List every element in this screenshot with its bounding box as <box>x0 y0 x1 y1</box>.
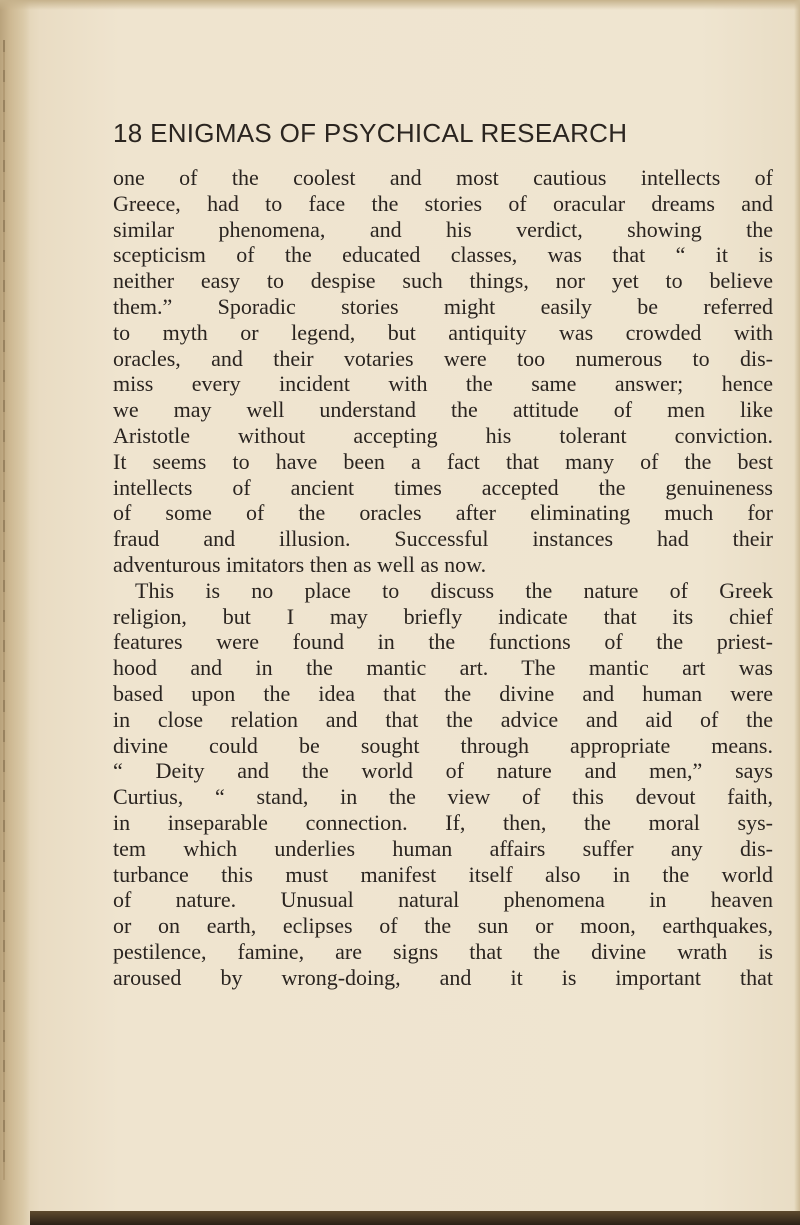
text-line: fraud and illusion. Successful instances had their <box>113 526 773 552</box>
text-line: of some of the oracles after eliminating much for <box>113 500 773 526</box>
page-number: 18 <box>113 118 143 148</box>
text-line: to myth or legend, but antiquity was crowded with <box>113 319 773 345</box>
text-line: scepticism of the educated classes, was that “ it is <box>113 242 773 268</box>
text-line: This is no place to discuss the nature of Greek <box>135 577 773 603</box>
text-line: pestilence, famine, are signs that the divine wrath is <box>113 938 773 964</box>
text-line: Curtius, “ stand, in the view of this devout faith, <box>113 784 773 810</box>
text-line: features were found in the functions of the priest- <box>113 629 773 655</box>
text-line: similar phenomena, and his verdict, showing the <box>113 216 773 242</box>
text-line: in inseparable connection. If, then, the moral sys- <box>113 809 773 835</box>
text-line: oracles, and their votaries were too numerous to dis- <box>113 345 773 371</box>
page-bottom-edge <box>30 1211 800 1225</box>
text-line: religion, but I may briefly indicate that its chief <box>113 603 773 629</box>
text-line: turbance this must manifest itself also in the world <box>113 861 773 887</box>
text-line: of nature. Unusual natural phenomena in heaven <box>113 887 773 913</box>
page-top-edge <box>0 0 800 10</box>
text-line: them.” Sporadic stories might easily be referred <box>113 293 773 319</box>
text-line: we may well understand the attitude of men like <box>113 397 773 423</box>
body-text <box>113 165 773 991</box>
running-head-title: ENIGMAS OF PSYCHICAL RESEARCH <box>150 118 628 148</box>
text-line: tem which underlies human affairs suffer any dis- <box>113 835 773 861</box>
text-line: hood and in the mantic art. The mantic art was <box>113 655 773 681</box>
text-line: miss every incident with the same answer; hence <box>113 371 773 397</box>
page-right-edge <box>794 0 800 1225</box>
text-line: Aristotle without accepting his tolerant conviction. <box>113 422 773 448</box>
text-line: based upon the idea that the divine and human were <box>113 680 773 706</box>
running-head <box>113 118 627 149</box>
text-line: in close relation and that the advice and aid of the <box>113 706 773 732</box>
text-line: intellects of ancient times accepted the genuineness <box>113 474 773 500</box>
text-line: divine could be sought through appropriate means. <box>113 732 773 758</box>
text-line: aroused by wrong-doing, and it is important that <box>113 964 773 990</box>
text-line: one of the coolest and most cautious intellects of <box>113 165 773 190</box>
book-binding-edge <box>0 0 30 1225</box>
text-line: It seems to have been a fact that many of the best <box>113 448 773 474</box>
text-line: adventurous imitators then as well as now. <box>113 551 487 577</box>
text-line: neither easy to despise such things, nor yet to believe <box>113 268 773 294</box>
text-line: “ Deity and the world of nature and men,” says <box>113 758 773 784</box>
text-line: Greece, had to face the stories of oracular dreams and <box>113 190 773 216</box>
text-line: or on earth, eclipses of the sun or moon, earthquakes, <box>113 913 773 939</box>
